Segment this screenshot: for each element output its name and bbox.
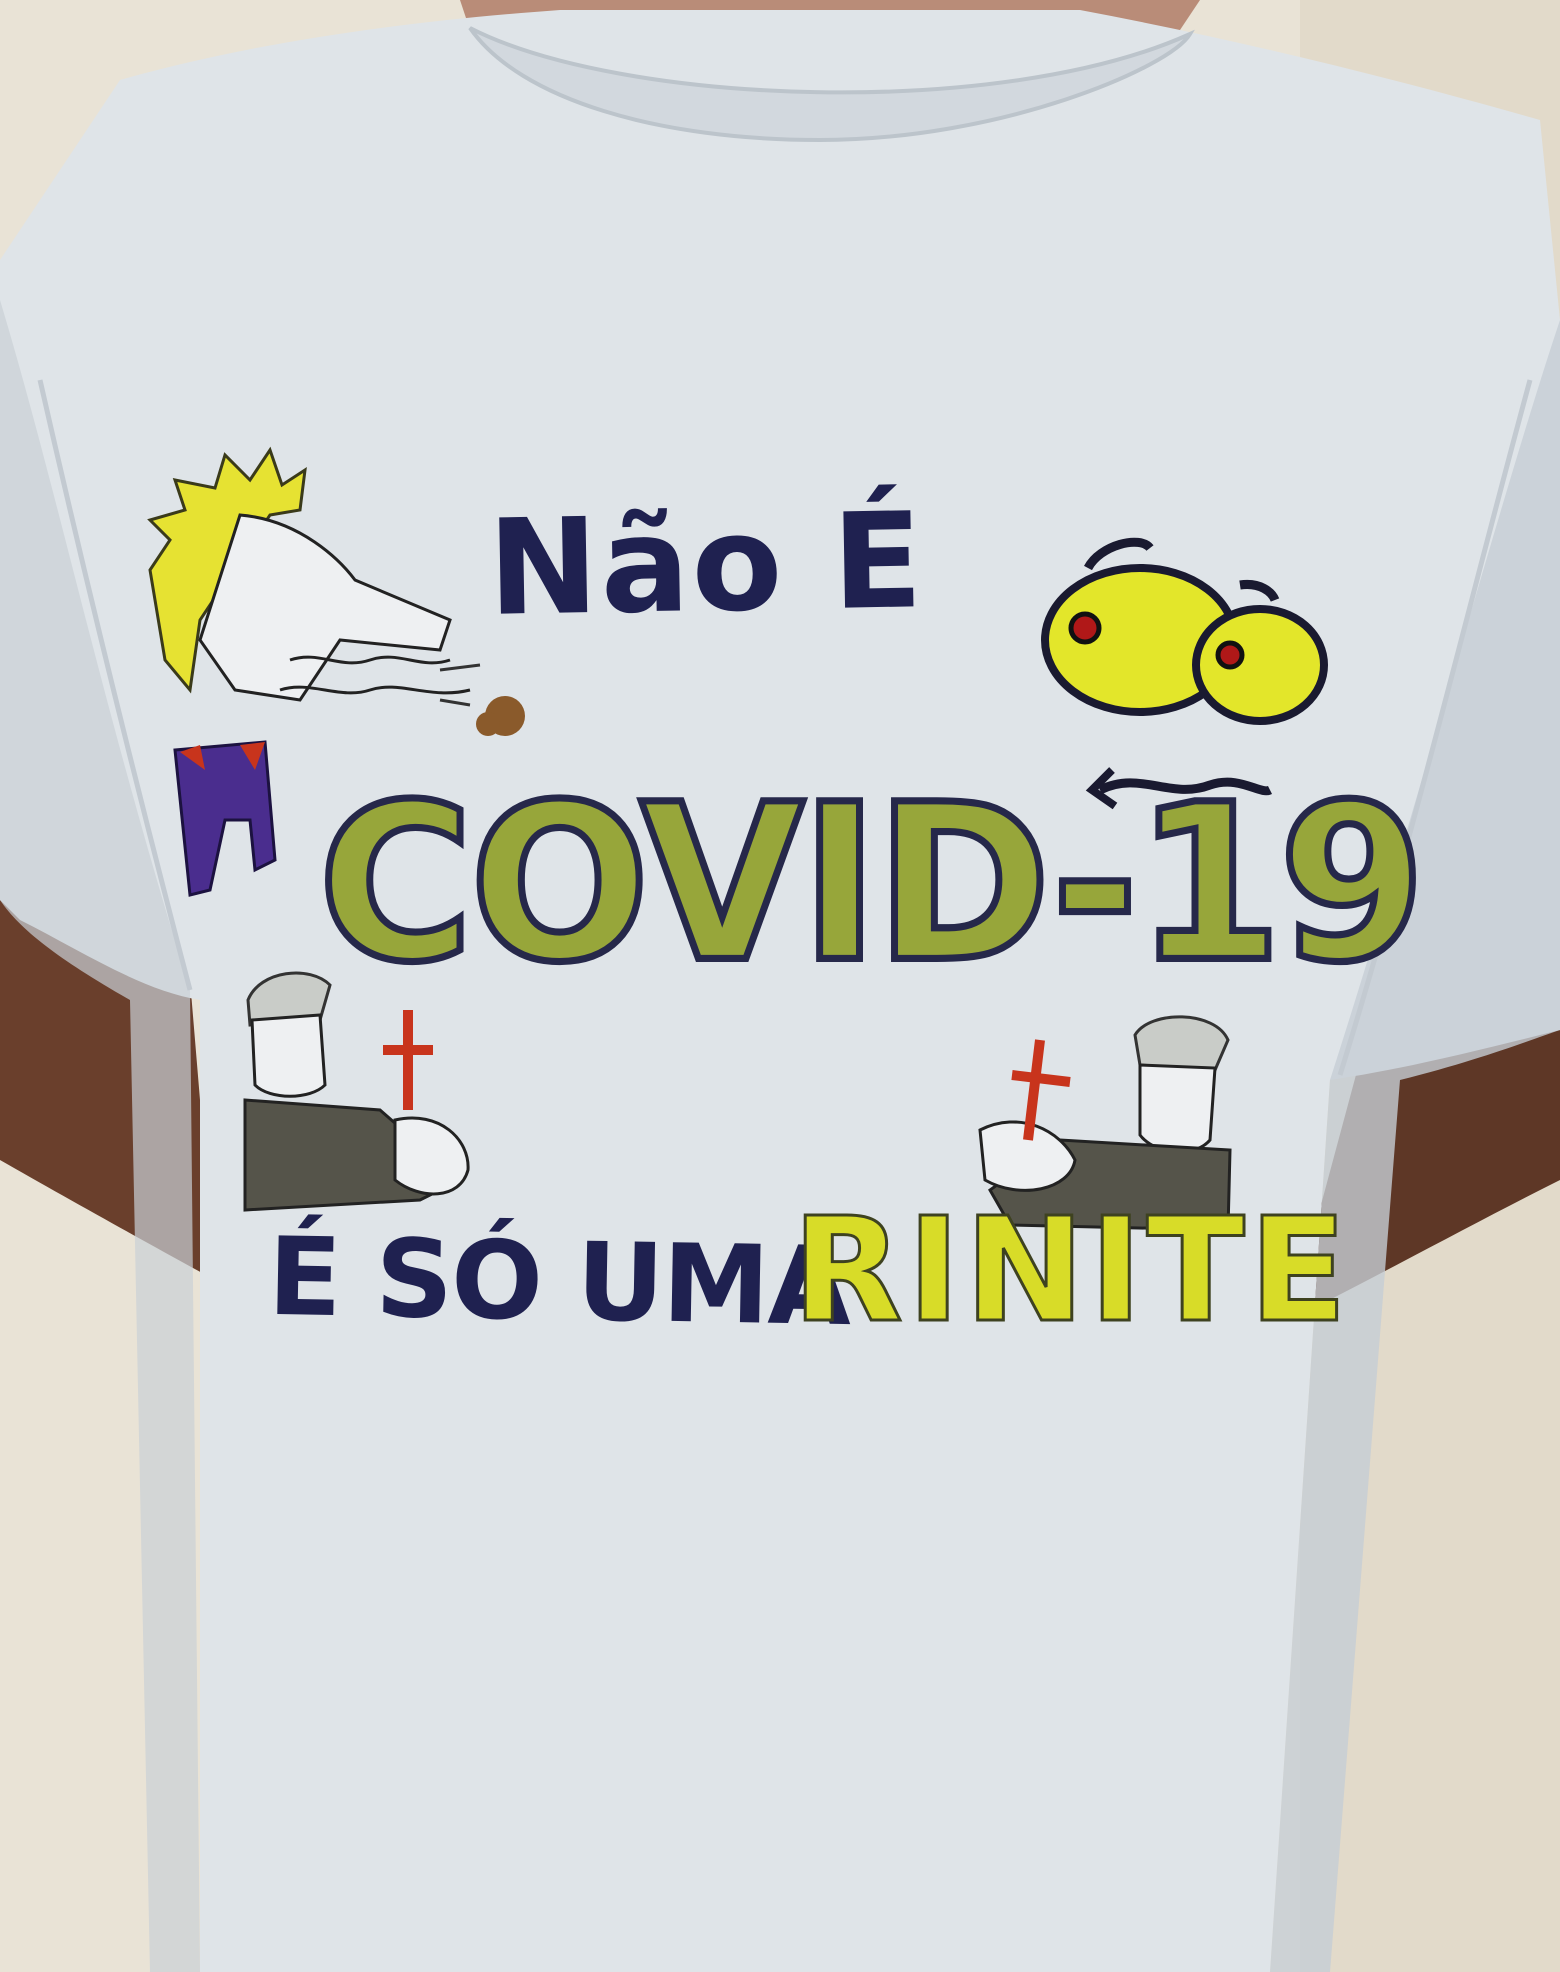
print-line-nao-e: Não É (486, 484, 926, 646)
left-pupil-icon (1071, 614, 1099, 642)
print-line-rinite: RINITE (792, 1186, 1352, 1354)
print-line-covid: COVID-19 (318, 757, 1422, 1010)
man-face (252, 1015, 325, 1096)
man-face (1140, 1065, 1215, 1152)
right-eye-icon (1196, 609, 1324, 721)
right-pupil-icon (1218, 643, 1242, 667)
brown-sneeze-blob (476, 712, 500, 736)
man-hair (1135, 1017, 1228, 1070)
print-line-e-so-uma: É SÓ UMA (266, 1214, 851, 1351)
